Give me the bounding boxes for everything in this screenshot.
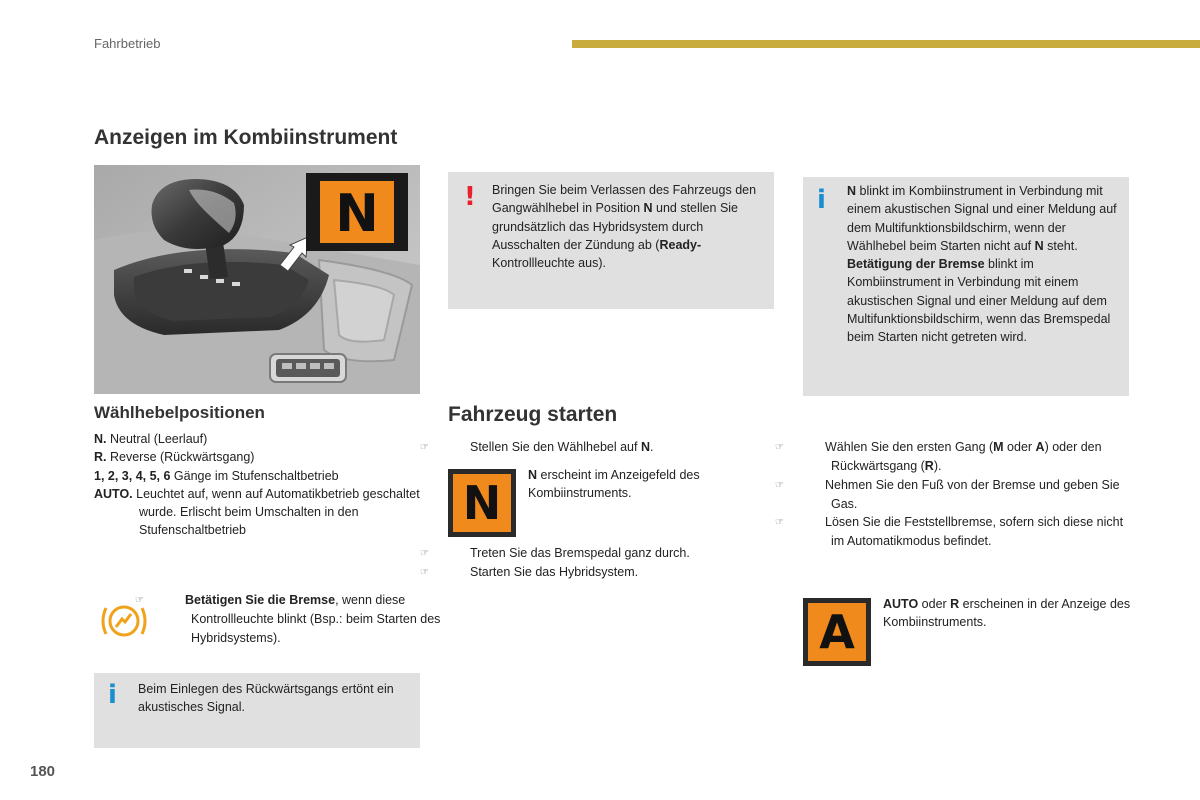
pointing-hand-icon: ☞ [775, 442, 784, 453]
pointing-hand-icon: ☞ [420, 442, 429, 453]
brake-note: ☞ Betätigen Sie die Bremse, wenn diese Kontrollleuchte blinkt (Bsp.: beim Starten des Hybridsystems). [135, 593, 441, 645]
list-item: N. Neutral (Leerlauf) [94, 432, 208, 446]
start-step-1: ☞ Stellen Sie den Wählhebel auf N. [448, 438, 768, 457]
display-letter: N [335, 184, 379, 244]
n-display [448, 469, 516, 537]
start-right-steps [775, 438, 1133, 551]
list-item: R. Reverse (Rückwärtsgang) [94, 450, 255, 465]
page-title: Anzeigen im Kombiinstrument [94, 126, 398, 149]
a-caption: AUTO oder R erscheinen in der Anzeige des Kombiinstruments. [883, 597, 1131, 630]
list-item: ☞ Starten Sie das Hybridsystem. [448, 563, 768, 582]
positions-list [94, 430, 424, 540]
list-item: ☞ Treten Sie das Bremspedal ganz durch. [448, 544, 768, 563]
list-item: 1, 2, 3, 4, 5, 6 Gänge im Stufenschaltbetrieb [94, 468, 339, 483]
pointing-hand-icon: ☞ [420, 567, 429, 579]
a-display [803, 598, 871, 666]
warning-box [448, 172, 774, 309]
warning-text: Bringen Sie beim Verlassen des Fahrzeugs den Gangwählhebel in Position N und stellen Sie grundsätzlich das Hybridsystem durch Ausschalten der Zündung ab (Ready-Kontrollleuchte aus). [492, 183, 757, 271]
start-heading: Fahrzeug starten [448, 403, 618, 426]
gear-selector-photo [94, 165, 420, 394]
list-item: ☞ Nehmen Sie den Fuß von der Bremse und geben Sie Gas. [775, 477, 1120, 511]
positions-heading: Wählhebelpositionen [94, 403, 265, 422]
pointing-hand-icon: ☞ [775, 517, 784, 529]
pointing-hand-icon: ☞ [135, 595, 144, 606]
list-item: ☞ Lösen Sie die Feststellbremse, sofern sich diese nicht im Automatikmodus befindet. [775, 515, 1124, 549]
a-display-letter: A [808, 603, 866, 661]
list-item: ☞ Wählen Sie den ersten Gang (M oder A) oder den Rückwärtsgang (R). [775, 440, 1102, 474]
gear-selector-illustration [94, 165, 420, 394]
n-display-letter: N [453, 474, 511, 532]
info-box [803, 177, 1129, 396]
reverse-info-text: Beim Einlegen des Rückwärtsgangs ertönt ein akustisches Signal. [138, 682, 394, 715]
info-icon: i [108, 680, 117, 710]
reverse-info-box [94, 673, 420, 748]
pointing-hand-icon: ☞ [775, 479, 784, 491]
start-steps-2-3 [420, 544, 768, 583]
section-label: Fahrbetrieb [94, 36, 161, 51]
info-text: N blinkt im Kombiinstrument in Verbindung mit einem akustischen Signal und einer Meldung auf dem Multifunktionsbildschirm, wenn der Wählhebel beim Starten nicht auf N steht. Betätigung der Bremse blinkt im Kombiinstrument in Verbindung mit einem akustischen Signal und einer Meldung auf dem Multifunktionsbildschirm, wenn das Bremspedal beim Starten nicht getreten wird. [847, 184, 1117, 345]
warning-icon: ! [464, 182, 476, 212]
info-icon: i [817, 185, 826, 215]
n-caption: N erscheint im Anzeigefeld des Kombiinstruments. [528, 468, 700, 501]
page-number: 180 [30, 763, 56, 780]
pointing-hand-icon: ☞ [420, 548, 429, 559]
header-accent-bar [572, 40, 1200, 48]
list-item: AUTO. Leuchtet auf, wenn auf Automatikbetrieb geschaltet wurde. Erlischt beim Umschalten in den Stufenschaltbetrieb [94, 486, 420, 538]
